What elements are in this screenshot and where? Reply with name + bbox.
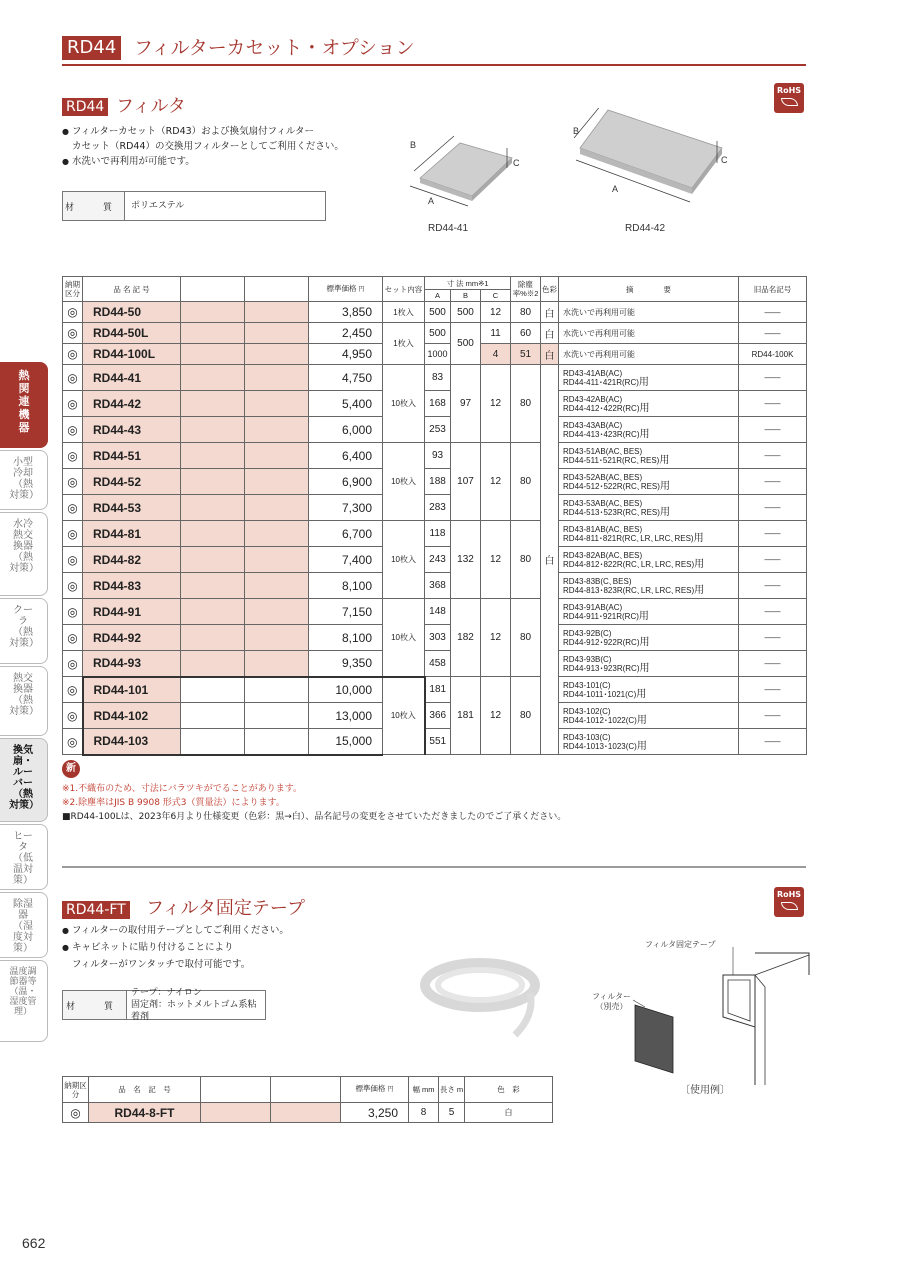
side-tab-cooler[interactable]: クーラ（熱対策） [0,598,48,664]
th-old: 旧品名記号 [739,277,807,302]
filter-spec-table [62,276,807,756]
part-number: RD44-102 [83,703,181,729]
th-length: 長さ m [439,1077,465,1103]
table-row: ◎ RD44-50 3,850 1枚入 500 500 12 80 白 水洗いで再利用可能 —— [63,302,807,323]
bullet-item-cont: フィルターがワンタッチで取付可能です。 [72,959,251,970]
table-row: ◎ RD44-83 8,100 368 RD43-83B(C､BES) RD44-813･823R(RC､LR､LRC､RES)用 —— [63,573,807,599]
material-value-2: 固定剤：ホットメルトゴム系粘着剤 [131,1000,257,1022]
table-row: ◎ RD44-51 6,400 10枚入 93 107 12 80 RD43-51AB(AC､BES) RD44-511･521R(RC､RES)用 —— [63,443,807,469]
th-blank-2 [245,277,309,302]
bullet-item: ● キャビネットに貼り付けることにより [62,939,289,956]
tape-roll-illustration [410,955,560,1045]
table-row: ◎ RD44-81 6,700 10枚入 118 132 12 80 RD43-81AB(AC､BES) RD44-811･821R(RC､LR､LRC､RES)用 —— [63,521,807,547]
bullet-item-cont: カセット（RD44）の交換用フィルターとしてご利用ください。 [72,141,344,152]
part-number: RD44-100L [83,344,181,365]
part-number: RD44-82 [83,547,181,573]
tape-spec-table [62,1076,553,1123]
part-number: RD44-53 [83,495,181,521]
note-1: ※1.不織布のため、寸法にバラツキがでることがあります。 [62,784,303,794]
table-notes [62,782,566,824]
page-header [62,34,806,66]
material-label: 材 質 [63,192,125,220]
th-part: 品 名 記 号 [89,1077,201,1103]
filter-code: RD44 [62,98,108,116]
part-number: RD44-50L [83,323,181,344]
th-part: 品 名 記 号 [83,277,181,302]
table-row: ◎ RD44-42 5,400 168 RD43-42AB(AC) RD44-412･422R(RC)用 —— [63,391,807,417]
rohs-badge-2: RoHS [774,887,804,917]
table-row: ◎ RD44-52 6,900 188 RD43-52AB(AC､BES) RD44-512･522R(RC､RES)用 —— [63,469,807,495]
figure-caption-2: RD44-42 [625,223,666,234]
new-badge: 新 [62,760,80,778]
table-row: ◎ RD44-101 10,000 10枚入 181 181 12 80 RD43-101(C) RD44-1011･1021(C)用 —— [63,677,807,703]
tape-code: RD44-FT [62,901,130,919]
th-a: A [425,290,451,302]
rohs-badge: RoHS [774,83,804,113]
th-dims: 寸 法 mm※1 [425,277,511,290]
filter-bullets [62,124,344,169]
note-2: ※2.除塵率はJIS B 9908 形式3（質量法）によります。 [62,798,285,808]
table-row: ◎ RD44-91 7,150 10枚入 148 182 12 80 RD43-91AB(AC) RD44-911･921R(RC)用 —— [63,599,807,625]
side-tab-small-cooling[interactable]: 小型冷却（熱対策） [0,450,48,510]
part-number: RD44-93 [83,651,181,677]
illus-caption: 〔使用例〕 [680,1085,730,1096]
section-divider [62,866,806,868]
dim-b-large: B [573,126,580,136]
tape-bullets [62,922,289,973]
part-number: RD44-83 [83,573,181,599]
dim-c-small: C [513,158,520,168]
header-code: RD44 [62,36,121,60]
tape-material-box [62,990,266,1020]
table-row: ◎ RD44-53 7,300 283 RD43-53AB(AC､BES) RD44-513･523R(RC､RES)用 —— [63,495,807,521]
th-price: 標準価格 円 [309,277,383,302]
filter-title: フィルタ [116,96,186,117]
note-3: ■RD44-100Lは、2023年6月より仕様変更（色彩：黒→白）、品名記号の変更をさせていただきましたのでご了承ください。 [62,812,567,822]
side-tab-heat[interactable]: 熱関連機器 [0,362,48,448]
part-number: RD44-50 [83,302,181,323]
table-row: ◎ RD44-8-FT 3,250 8 5 白 [63,1103,553,1123]
dim-a-large: A [612,184,619,194]
illus-label-tape: フィルタ固定テープ [645,940,716,949]
th-color: 色彩 [541,277,559,302]
bullet-item: ● フィルターカセット（RD43）および換気扇付フィルター [62,124,344,139]
bullet-item: ● フィルターの取付用テープとしてご利用ください。 [62,922,289,939]
bullet-item: ● 水洗いで再利用が可能です。 [62,154,344,169]
material-label: 材 質 [63,991,127,1019]
part-number: RD44-103 [83,729,181,755]
table-row: ◎ RD44-50L 2,450 1枚入 500 500 11 60 白 水洗いで再利用可能 —— [63,323,807,344]
side-tab-heat-exchanger[interactable]: 熱交換器（熱対策） [0,666,48,736]
tape-title: フィルタ固定テープ [146,898,305,919]
th-color: 色 彩 [465,1077,553,1103]
table-row: ◎ RD44-92 8,100 303 RD43-92B(C) RD44-912･922R(RC)用 —— [63,625,807,651]
material-box [62,191,326,221]
part-number: RD44-42 [83,391,181,417]
table-row: ◎ RD44-93 9,350 458 RD43-93B(C) RD44-913･923R(RC)用 —— [63,651,807,677]
side-tab-heater[interactable]: ヒータ（低温対策） [0,824,48,890]
part-number: RD44-8-FT [89,1103,201,1123]
th-desc: 摘 要 [559,277,739,302]
dim-c-large: C [721,155,728,165]
dim-b-small: B [410,140,417,150]
table-row: ◎ RD44-100L 4,950 1000 4 51 白 水洗いで再利用可能 RD44-100K [63,344,807,365]
illus-label-filter: フィルター （別売） [592,992,632,1011]
leaf-icon [781,98,798,106]
th-rate: 除塵率%※2 [511,277,541,302]
table-row: ◎ RD44-102 13,000 366 RD43-102(C) RD44-1012･1022(C)用 —— [63,703,807,729]
th-blank-1 [181,277,245,302]
side-tab-fan-louver[interactable]: 換気扇・ルーバー（熱対策） [0,738,48,822]
part-number: RD44-52 [83,469,181,495]
th-category: 納期区分 [63,1077,89,1103]
th-set: セット内容 [383,277,425,302]
side-tab-dehumidifier[interactable]: 除湿器（湿度対策） [0,892,48,958]
leaf-icon [781,902,798,910]
filter-figures [400,108,730,236]
usage-illustration [585,945,810,1085]
material-value: ポリエステル [131,201,185,211]
table-row: ◎ RD44-41 4,750 10枚入 83 97 12 80 白 RD43-41AB(AC) RD44-411･421R(RC)用 —— [63,365,807,391]
table-row: ◎ RD44-103 15,000 551 RD43-103(C) RD44-1013･1023(C)用 —— [63,729,807,755]
part-number: RD44-81 [83,521,181,547]
dim-a-small: A [428,196,435,206]
part-number: RD44-91 [83,599,181,625]
th-category: 納期区分 [63,277,83,302]
th-width: 幅 mm [409,1077,439,1103]
th-b: B [451,290,481,302]
header-title: フィルターカセット・オプション [134,37,415,59]
part-number: RD44-41 [83,365,181,391]
page-number: 662 [22,1235,46,1251]
part-number: RD44-51 [83,443,181,469]
th-price: 標準価格 円 [341,1077,409,1103]
material-value-1: テープ：ナイロン [131,988,202,998]
filter-small-figure [410,136,512,206]
part-number: RD44-92 [83,625,181,651]
th-c: C [481,290,511,302]
side-tab-water-cooling[interactable]: 水冷熱交換器（熱対策） [0,512,48,596]
figure-caption-1: RD44-41 [428,223,469,234]
filter-large-figure [574,108,722,202]
side-tab-temperature-controller[interactable]: 温度調節器等（温・湿度管理） [0,960,48,1042]
table-row: ◎ RD44-82 7,400 243 RD43-82AB(AC､BES) RD44-812･822R(RC､LR､LRC､RES)用 —— [63,547,807,573]
part-number: RD44-43 [83,417,181,443]
table-row: ◎ RD44-43 6,000 253 RD43-43AB(AC) RD44-413･423R(RC)用 —— [63,417,807,443]
part-number: RD44-101 [83,677,181,703]
